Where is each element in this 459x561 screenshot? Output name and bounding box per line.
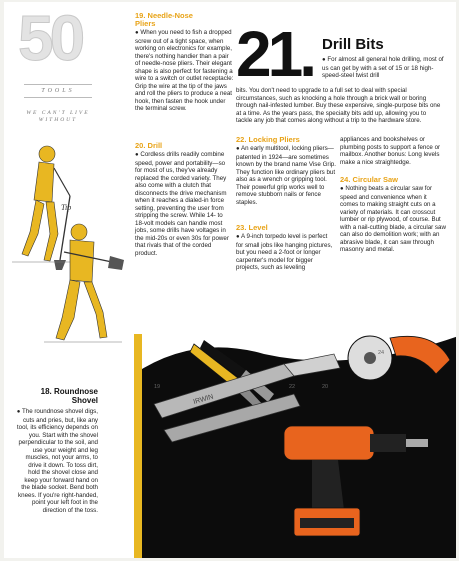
shovel-figures-illustration (4, 142, 134, 392)
caption-24: 24 (378, 350, 385, 356)
caption-20: 20 (322, 384, 329, 390)
item-24-body: ● Nothing beats a circular saw for speed and convenience when it comes to making straight cuts on a variety of materials. It can crosscut lumber or rip plywood, of course. But with a nail-cutting blade, a circular saw can also do demolition work; with an abrasive blade, it can saw through masonry and metal. (340, 185, 446, 253)
item-20 (135, 142, 231, 257)
big-number-50: 50 (18, 2, 82, 74)
svg-text:IRWIN: IRWIN (192, 393, 215, 406)
level-image (134, 334, 142, 558)
item-19-body: ● When you need to fish a dropped screw out of a tight space, when working on electronics for example, there's nothing handier than a pair of needle-nose pliers. Their elegant shape is also perfect for fastening a wire to a switch or outlet receptacle: Grip the wire at the tip of the jaws and roll the pliers to produce a neat hook, then fasten the hook under the terminal screw. (135, 29, 234, 112)
tools-photo-collage (134, 334, 456, 558)
section-tagline: WE CAN'T LIVE WITHOUT (26, 110, 90, 123)
digging-figure-1 (12, 146, 74, 270)
item-21-number: 21. (236, 18, 313, 90)
section-label: TOOLS (24, 84, 92, 98)
item-23-title: 23. Level (236, 223, 268, 232)
item-18-body: ● The roundnose shovel digs, cuts and pries, but, like any tool, its efficiency depends on you. Start with the shovel perpendicular to the soil, and use your weight and leg muscles, not your arms, to drive it down. To toss dirt, hold the shovel close and keep your forward hand on the blade socket. Bend both knees. If you're right-handed, point your left foot in the direction of the toss. (16, 408, 98, 514)
item-22-body: ● An early multitool, locking pliers—patented in 1924—are sometimes known by the brand name Vise Grip. They function like ordinary pliers but also as a wrench or gripping tool. Their powerful grip works well to remove stubborn nails or fence staples. (236, 145, 336, 206)
item-22-title: 22. Locking Pliers (236, 135, 300, 144)
item-23 (236, 224, 336, 272)
item-20-body: ● Cordless drills readily combine speed, power and portability—so for most of us, they've already replaced the corded variety. They also come with a clutch that disconnects the drive mechanism when it reaches a dialed-in force setting, preventing the user from stripping the screw. While 14- to 18-volt models can handle most jobs, some drills have voltages in the mid-20s or even 30s for power that rivals that of the corded product. (135, 151, 229, 257)
item-22 (236, 136, 336, 206)
item-20-title: 20. Drill (135, 141, 163, 150)
item-23-body: ● A 9-inch torpedo level is perfect for small jobs like hanging pictures, but you need a 2-foot or longer carpenter's model for bigger projects, such as leveling (236, 233, 333, 271)
caption-22: 22 (289, 384, 296, 390)
item-24 (340, 176, 446, 254)
item-23-continued: appliances and bookshelves or plumbing posts to support a fence or mailbox. Another bonus: Long levels make a nice straightedge. (340, 136, 441, 166)
item-19 (135, 12, 235, 113)
item-21-body-a: ● For almost all general hole drilling, most of us can get by with a set of 15 or 18 high-speed-steel twist drill (322, 56, 444, 79)
caption-19: 19 (154, 384, 161, 390)
item-21-body-b: bits. You don't need to upgrade to a full set to deal with special circumstances, such as knocking a hole through a brick wall or boring through nail-infested lumber. Buy these expensive, single-purpose bits one at a time. As the years pass, the specialty bits add up, allowing you to tackle any job that comes along without a trip to the hardware store. (236, 87, 441, 124)
item-21-title: Drill Bits (322, 36, 384, 53)
item-19-title: 19. Needle-Nose Pliers (135, 11, 193, 28)
tip-label: Tip (61, 203, 72, 212)
item-24-title: 24. Circular Saw (340, 175, 398, 184)
magazine-page (4, 2, 456, 558)
item-18-title: 18. Roundnose Shovel (40, 387, 98, 405)
